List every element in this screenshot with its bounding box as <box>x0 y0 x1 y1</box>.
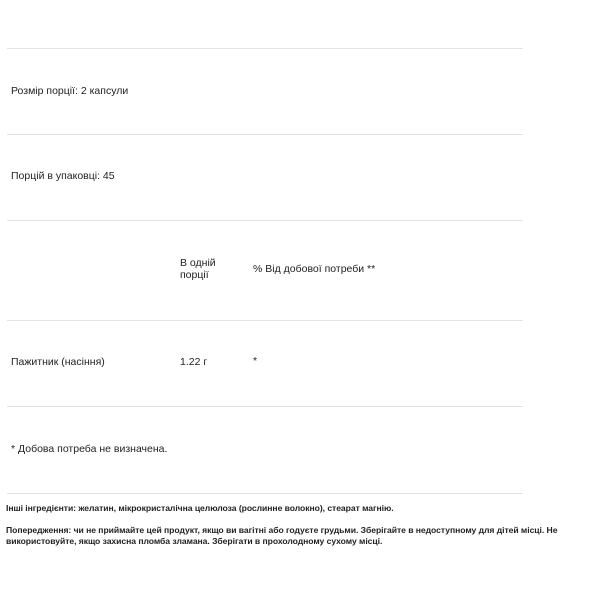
table-header-row <box>7 221 523 320</box>
warnings-text: Попередження: чи не приймайте цей продукт, якщо ви вагітні або годуєте грудьми. Зберігайте в недоступному для дітей місці. Не використовуйте, якщо захисна пломба зламана. Зберігати в прохолодному сухому місці. <box>6 525 558 546</box>
footnote-row <box>7 407 523 493</box>
table-row <box>7 321 523 406</box>
ingredient-name: Пажитник (насіння) <box>11 356 105 368</box>
serving-size-row <box>7 49 523 134</box>
ingredient-daily-value: * <box>253 355 258 367</box>
amount-per-serving-header: В одній порції <box>180 257 216 281</box>
servings-per-container-text: Порцій в упаковці: 45 <box>11 170 115 182</box>
daily-value-header: % Від добової потреби ** <box>253 263 376 275</box>
servings-per-container-row <box>7 135 523 220</box>
other-ingredients-text: Інші інгредієнти: желатин, мікрокристалічна целюлоза (рослинне волокно), стеарат магнію. <box>6 503 394 513</box>
ingredient-amount: 1.22 г <box>180 356 208 368</box>
supplement-facts-table <box>7 48 523 494</box>
serving-size-text: Розмір порції: 2 капсули <box>11 85 129 97</box>
footnote-text: * Добова потреба не визначена. <box>11 443 168 455</box>
divider <box>7 493 523 494</box>
